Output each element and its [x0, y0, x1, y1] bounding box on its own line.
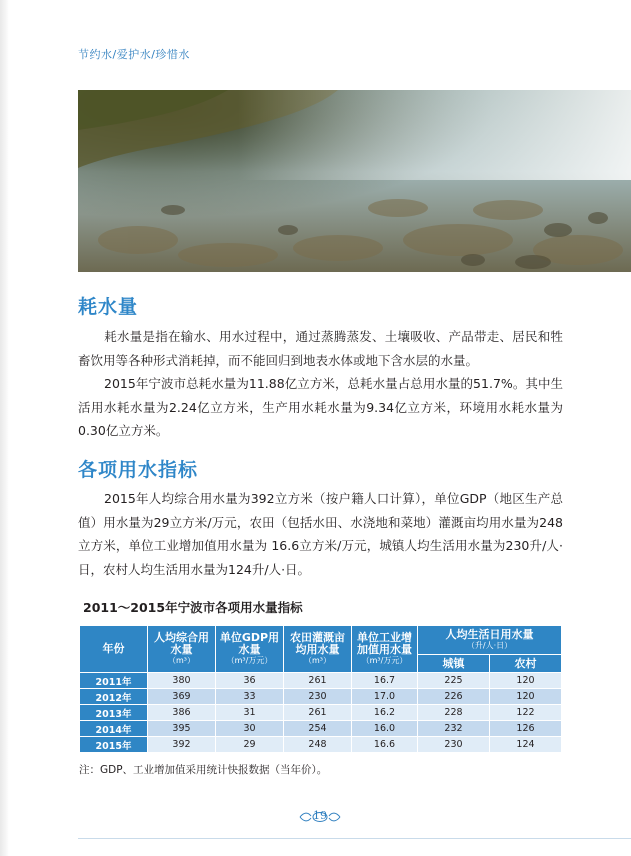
header-label: 人均生活日用水量 [445, 628, 534, 641]
year-cell: 2015年 [80, 737, 148, 753]
table-cell: 230 [418, 737, 490, 753]
table-cell: 16.2 [352, 705, 418, 721]
table-cell: 395 [148, 721, 216, 737]
header-unit: （m³） [168, 656, 195, 665]
header-irrigation [284, 626, 352, 673]
table-caption: 2011～2015年宁波市各项用水量指标 [83, 600, 303, 615]
paragraph-consumption-definition [78, 325, 563, 372]
header-unit: （m³） [304, 656, 331, 665]
table-cell: 380 [148, 673, 216, 689]
header-unit: （m³/万元） [361, 656, 408, 665]
table-cell: 120 [490, 673, 562, 689]
header-unit: （升/人·日） [466, 641, 513, 650]
paragraph-text: 耗水量是指在输水、用水过程中，通过蒸腾蒸发、土壤吸收、产品带走、居民和牲畜饮用等各种形式消耗掉，而不能回归到地表水体或地下含水层的水量。 [78, 329, 563, 368]
year-cell: 2014年 [80, 721, 148, 737]
page-spine-shadow [0, 0, 9, 856]
header-per-gdp [216, 626, 284, 673]
header-label: 人均综合用水量 [154, 631, 209, 656]
table-cell: 16.7 [352, 673, 418, 689]
table-cell: 17.0 [352, 689, 418, 705]
bottom-rule [78, 838, 631, 839]
table-cell: 261 [284, 705, 352, 721]
table-cell: 232 [418, 721, 490, 737]
table-cell: 31 [216, 705, 284, 721]
table-cell: 226 [418, 689, 490, 705]
page-number: 19 [313, 809, 327, 822]
header-label: 单位工业增加值用水量 [357, 631, 412, 656]
paragraph-indicators-2015 [78, 487, 563, 581]
water-indicator-table [79, 625, 562, 753]
table-footnote: 注：GDP、工业增加值采用统计快报数据（当年价）。 [79, 764, 328, 776]
running-header: 节约水/爱护水/珍惜水 [78, 48, 190, 61]
table-cell: 126 [490, 721, 562, 737]
table-cell: 230 [284, 689, 352, 705]
header-urban: 城镇 [418, 655, 490, 673]
paragraph-consumption-2015 [78, 372, 563, 443]
header-year-label: 年份 [102, 642, 125, 655]
header-label: 农田灌溉亩均用水量 [290, 631, 345, 656]
table-cell: 33 [216, 689, 284, 705]
header-rural: 农村 [490, 655, 562, 673]
year-cell: 2013年 [80, 705, 148, 721]
table-cell: 386 [148, 705, 216, 721]
table-cell: 369 [148, 689, 216, 705]
table-cell: 36 [216, 673, 284, 689]
table-cell: 16.6 [352, 737, 418, 753]
table-row [80, 705, 562, 721]
section-title-water-indicators: 各项用水指标 [78, 459, 199, 481]
header-industry [352, 626, 418, 673]
paragraph-text: 2015年宁波市总耗水量为11.88亿立方米，总耗水量占总用水量的51.7%。其中生活用水耗水量为2.24亿立方米，生产用水耗水量为9.34亿立方米，环境用水耗水量为0.30亿立方米。 [78, 376, 563, 438]
header-domestic [418, 626, 562, 655]
table-cell: 392 [148, 737, 216, 753]
table-row [80, 673, 562, 689]
table-cell: 261 [284, 673, 352, 689]
year-cell: 2011年 [80, 673, 148, 689]
table-row [80, 721, 562, 737]
table-cell: 30 [216, 721, 284, 737]
table-cell: 122 [490, 705, 562, 721]
paragraph-text: 2015年人均综合用水量为392立方米（按户籍人口计算），单位GDP（地区生产总值）用水量为29立方米/万元，农田（包括水田、水浇地和菜地）灌溉亩均用水量为248立方米，单位工业增加值用水量为 16.6立方米/万元，城镇人均生活用水量为230升/人·日，农村人均生活用水量为124升/人·日。 [78, 491, 563, 577]
table-row [80, 689, 562, 705]
header-label: 单位GDP用水量 [219, 631, 280, 656]
table-cell: 228 [418, 705, 490, 721]
header-year [80, 626, 148, 673]
table-cell: 29 [216, 737, 284, 753]
table-row [80, 737, 562, 753]
section-title-water-consumption: 耗水量 [78, 296, 139, 318]
table-cell: 120 [490, 689, 562, 705]
river-photo-illustration [78, 90, 631, 272]
year-cell: 2012年 [80, 689, 148, 705]
table-cell: 248 [284, 737, 352, 753]
header-per-capita [148, 626, 216, 673]
table-cell: 124 [490, 737, 562, 753]
table-cell: 225 [418, 673, 490, 689]
header-unit: （m³/万元） [226, 656, 273, 665]
river-photo [78, 90, 631, 272]
table-cell: 16.0 [352, 721, 418, 737]
table-cell: 254 [284, 721, 352, 737]
